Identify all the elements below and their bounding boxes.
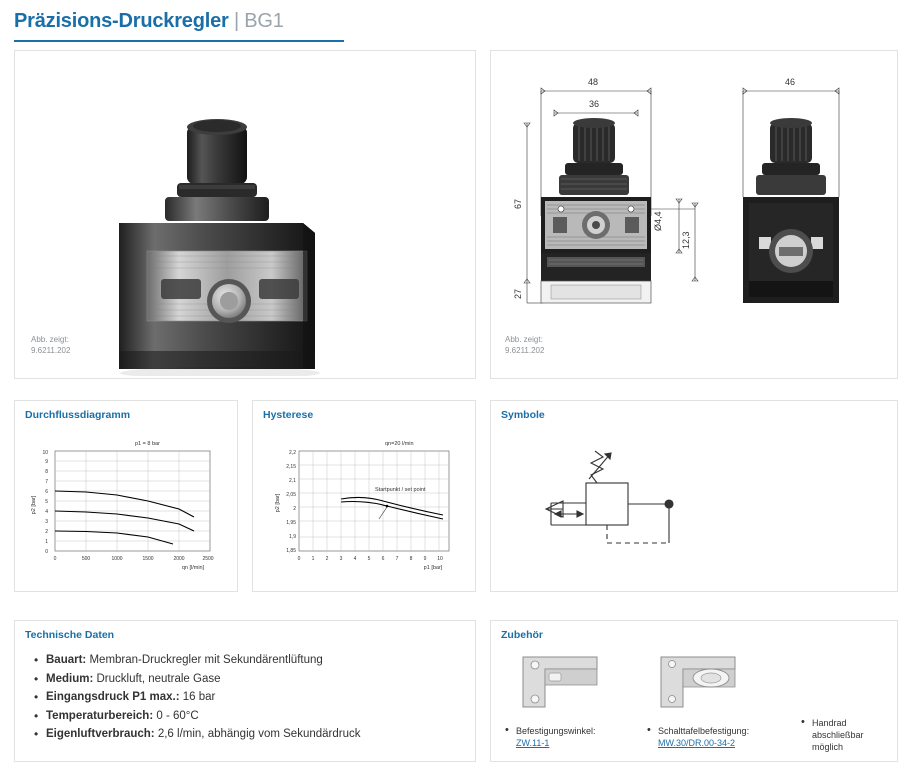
accessory-3-caption [801, 717, 891, 753]
tech-label-eingangsdruck: Eingangsdruck P1 max.: [46, 691, 180, 703]
svg-text:2,15: 2,15 [286, 464, 296, 470]
mounting-bracket-icon [505, 651, 615, 713]
product-photo-panel [14, 50, 476, 379]
hysteresis-title: Hysterese [263, 409, 314, 421]
svg-text:9: 9 [45, 459, 48, 465]
svg-text:3: 3 [45, 519, 48, 525]
svg-text:2: 2 [293, 506, 296, 512]
dimension-drawing [491, 51, 895, 376]
accessory-2-link[interactable]: MW.30/DR.00-34-2 [658, 738, 736, 748]
svg-text:3: 3 [339, 556, 343, 562]
hysteresis-panel [252, 400, 476, 592]
tech-value-bauart: Membran-Druckregler mit Sekundärentlüftung [89, 654, 323, 666]
svg-text:1,9: 1,9 [289, 534, 296, 540]
svg-text:8: 8 [409, 556, 413, 562]
accessory-2-caption [647, 725, 797, 749]
svg-text:9: 9 [423, 556, 427, 562]
symbols-title: Symbole [501, 409, 545, 421]
dim-hole-dia: Ø4,4 [653, 211, 663, 231]
svg-text:2500: 2500 [202, 556, 214, 562]
svg-text:2000: 2000 [173, 556, 185, 562]
svg-text:0: 0 [45, 549, 48, 555]
svg-text:500: 500 [81, 556, 91, 562]
technical-data-title: Technische Daten [25, 629, 115, 641]
svg-text:qn [l/min]: qn [l/min] [181, 565, 205, 571]
title-underline [14, 40, 344, 42]
svg-text:7: 7 [45, 479, 48, 485]
svg-text:1,95: 1,95 [286, 520, 296, 526]
panel-mount-icon [647, 651, 757, 713]
dim-48: 48 [588, 77, 599, 87]
tech-item-eigenluftverbrauch [33, 725, 361, 744]
svg-text:p1 [bar]: p1 [bar] [423, 565, 443, 571]
tech-value-temperaturbereich: 0 - 60°C [156, 709, 199, 722]
svg-text:p2 [bar]: p2 [bar] [275, 493, 281, 513]
flow-diagram-chart [15, 433, 235, 578]
svg-text:0: 0 [297, 556, 301, 562]
svg-text:4: 4 [353, 556, 357, 562]
svg-text:2,1: 2,1 [289, 478, 296, 484]
accessories-title: Zubehör [501, 629, 543, 641]
svg-text:1000: 1000 [111, 556, 123, 562]
product-photo [15, 51, 473, 376]
svg-text:5: 5 [367, 556, 371, 562]
dimension-caption-line2: 9.6211.202 [505, 346, 545, 355]
flow-diagram-title: Durchflussdiagramm [25, 409, 131, 421]
pneumatic-symbol [491, 431, 895, 581]
svg-text:4: 4 [45, 509, 48, 515]
accessory-item-2 [647, 651, 797, 749]
dimension-caption-line1: Abb. zeigt: [505, 335, 543, 344]
dimension-drawing-panel [490, 50, 898, 379]
accessory-2-label: Schalttafelbefestigung: [658, 726, 750, 736]
svg-text:1: 1 [45, 539, 48, 545]
accessory-1-label: Befestigungswinkel: [516, 726, 596, 736]
dim-67: 67 [513, 198, 523, 209]
svg-text:2,05: 2,05 [286, 492, 296, 498]
technical-data-list [33, 651, 361, 744]
svg-text:10: 10 [437, 556, 443, 562]
dim-36: 36 [589, 99, 600, 109]
svg-text:0: 0 [53, 556, 57, 562]
photo-caption [31, 334, 70, 356]
svg-text:2: 2 [45, 529, 48, 535]
accessory-item-1 [505, 651, 635, 749]
tech-value-eigenluftverbrauch: 2,6 l/min, abhängig vom Sekundärdruck [157, 728, 361, 740]
accessories-panel [490, 620, 898, 762]
tech-label-temperaturbereich: Temperaturbereich: [46, 709, 154, 722]
photo-caption-line1: Abb. zeigt: [31, 335, 69, 344]
flow-diagram-panel [14, 400, 238, 592]
svg-text:1: 1 [311, 556, 315, 562]
svg-text:2,2: 2,2 [289, 450, 296, 456]
svg-text:1500: 1500 [142, 556, 154, 562]
tech-value-eingangsdruck: 16 bar [182, 691, 216, 703]
svg-text:5: 5 [45, 499, 48, 505]
dim-27: 27 [513, 288, 523, 299]
dim-12-3: 12,3 [681, 231, 691, 249]
tech-value-medium: Druckluft, neutrale Gase [96, 672, 221, 685]
tech-item-bauart [33, 651, 361, 670]
symbols-panel [490, 400, 898, 592]
hysteresis-chart [253, 433, 473, 578]
page-title-main: Präzisions-Druckregler [14, 10, 229, 32]
svg-text:6: 6 [45, 489, 48, 495]
svg-text:8: 8 [45, 469, 48, 475]
tech-label-bauart: Bauart: [46, 654, 87, 666]
accessory-1-caption [505, 725, 635, 749]
svg-text:2: 2 [325, 556, 329, 562]
tech-label-medium: Medium: [46, 672, 94, 685]
svg-text:Startpunkt / set point: Startpunkt / set point [375, 487, 426, 493]
page-title-subtitle: BG1 [244, 10, 284, 32]
tech-label-eigenluftverbrauch: Eigenluftverbrauch: [46, 728, 155, 740]
svg-text:qn=20 l/min: qn=20 l/min [385, 441, 414, 447]
page-title-separator: | [233, 10, 239, 32]
accessory-1-link[interactable]: ZW.11-1 [516, 738, 550, 748]
dimension-caption [505, 334, 544, 356]
svg-text:6: 6 [381, 556, 385, 562]
svg-text:10: 10 [42, 450, 48, 456]
photo-caption-line2: 9.6211.202 [31, 346, 71, 355]
svg-text:p1 = 8 bar: p1 = 8 bar [135, 441, 160, 447]
tech-item-eingangsdruck [33, 688, 361, 707]
dim-46: 46 [785, 77, 796, 87]
accessory-3-label: Handrad abschließbar möglich [812, 718, 864, 752]
tech-item-medium [33, 670, 361, 689]
tech-item-temperaturbereich [33, 707, 361, 726]
accessory-item-3 [801, 717, 891, 753]
svg-text:1,85: 1,85 [286, 548, 296, 554]
svg-text:7: 7 [395, 556, 399, 562]
technical-data-panel [14, 620, 476, 762]
svg-text:p2 [bar]: p2 [bar] [31, 495, 37, 515]
page-title [14, 10, 284, 33]
